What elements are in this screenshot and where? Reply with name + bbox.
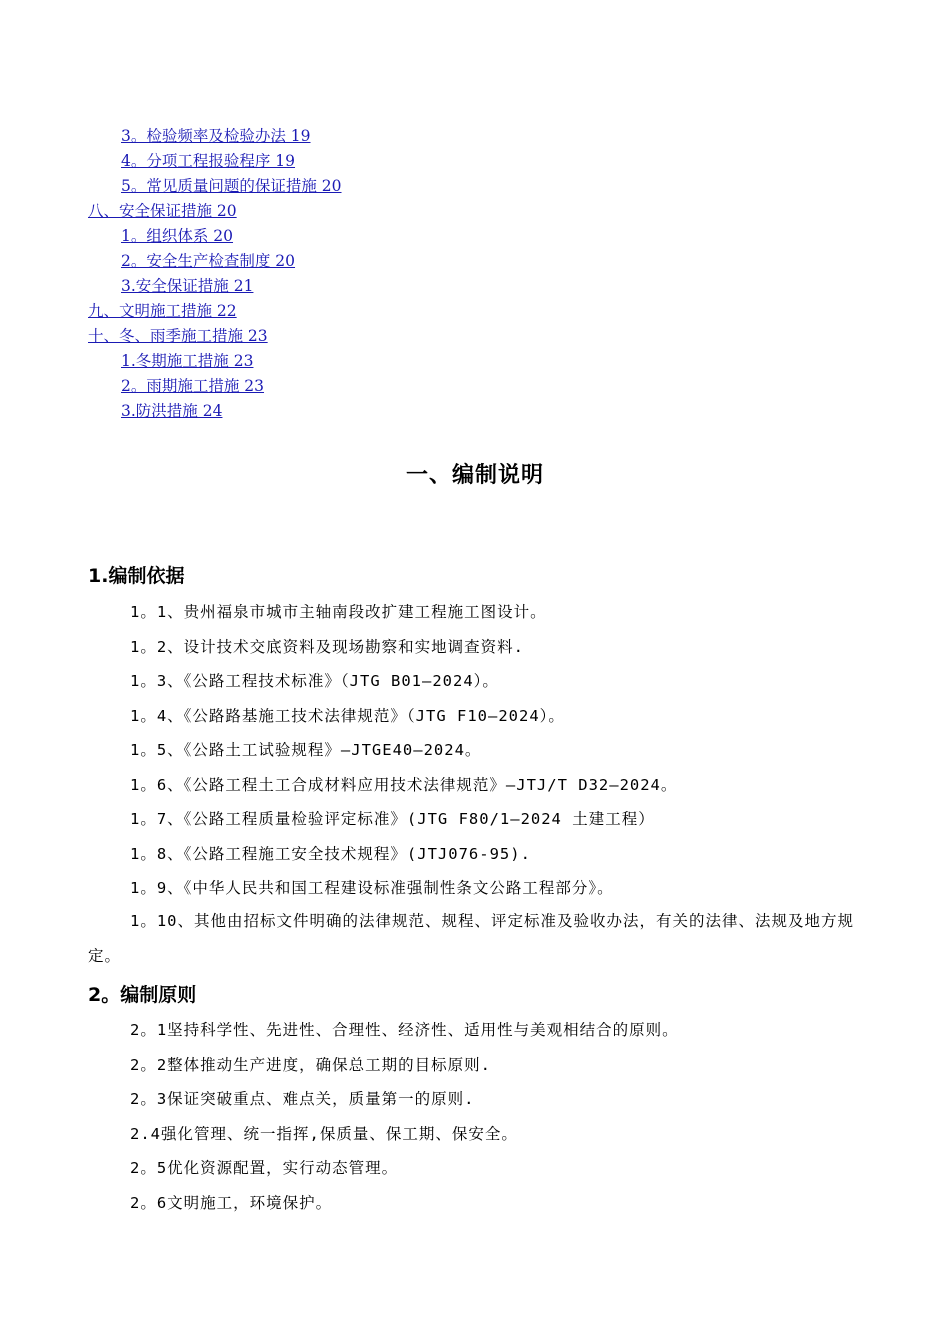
- basis-heading: 1.编制依据: [88, 565, 185, 587]
- basis-item: 1。3、《公路工程技术标准》（JTG B01—2024）。: [130, 672, 499, 690]
- toc-link[interactable]: 八、安全保证措施 20: [88, 202, 237, 220]
- principle-item: 2.4强化管理、统一指挥,保质量、保工期、保安全。: [130, 1125, 518, 1143]
- basis-item: 1。5、《公路土工试验规程》—JTGE40—2024。: [130, 741, 482, 759]
- toc-link[interactable]: 1.冬期施工措施 23: [121, 352, 254, 370]
- principle-item: 2。5优化资源配置，实行动态管理。: [130, 1159, 399, 1177]
- toc-link[interactable]: 3.防洪措施 24: [121, 402, 223, 420]
- toc-link[interactable]: 2。安全生产检查制度 20: [121, 252, 296, 270]
- toc-link[interactable]: 十、冬、雨季施工措施 23: [88, 327, 268, 345]
- toc-link[interactable]: 1。组织体系 20: [121, 227, 234, 245]
- toc-link[interactable]: 5。常见质量问题的保证措施 20: [121, 177, 342, 195]
- toc-link[interactable]: 4。分项工程报验程序 19: [121, 152, 296, 170]
- toc-link[interactable]: 九、文明施工措施 22: [88, 302, 237, 320]
- basis-item: 1。2、设计技术交底资料及现场勘察和实地调查资料.: [130, 638, 524, 656]
- basis-item: 1。1、贵州福泉市城市主轴南段改扩建工程施工图设计。: [130, 603, 547, 621]
- basis-item: 1。6、《公路工程土工合成材料应用技术法律规范》—JTJ/T D32—2024。: [130, 776, 678, 794]
- basis-item-last: 1。10、其他由招标文件明确的法律规范、规程、评定标准及验收办法，有关的法律、法规及地方规定。: [88, 912, 854, 965]
- principle-item: 2。1坚持科学性、先进性、合理性、经济性、适用性与美观相结合的原则。: [130, 1021, 679, 1039]
- toc-link[interactable]: 3.安全保证措施 21: [121, 277, 254, 295]
- principle-item: 2。3保证突破重点、难点关，质量第一的原则.: [130, 1090, 475, 1108]
- basis-item: 1。9、《中华人民共和国工程建设标准强制性条文公路工程部分》。: [130, 879, 614, 897]
- basis-item: 1。4、《公路路基施工技术法律规范》（JTG F10—2024）。: [130, 707, 565, 725]
- principle-item: 2。6文明施工，环境保护。: [130, 1194, 333, 1212]
- basis-item: 1。8、《公路工程施工安全技术规程》(JTJ076-95).: [130, 845, 531, 863]
- table-of-contents: [88, 124, 342, 424]
- toc-link[interactable]: 2。雨期施工措施 23: [121, 377, 265, 395]
- toc-link[interactable]: 3。检验频率及检验办法 19: [121, 127, 311, 145]
- principles-heading: 2。编制原则: [88, 984, 197, 1006]
- basis-item: 1。7、《公路工程质量检验评定标准》(JTG F80/1—2024 土建工程）: [130, 810, 655, 828]
- section-title: 一、编制说明: [405, 463, 544, 488]
- principle-item: 2。2整体推动生产进度，确保总工期的目标原则.: [130, 1056, 491, 1074]
